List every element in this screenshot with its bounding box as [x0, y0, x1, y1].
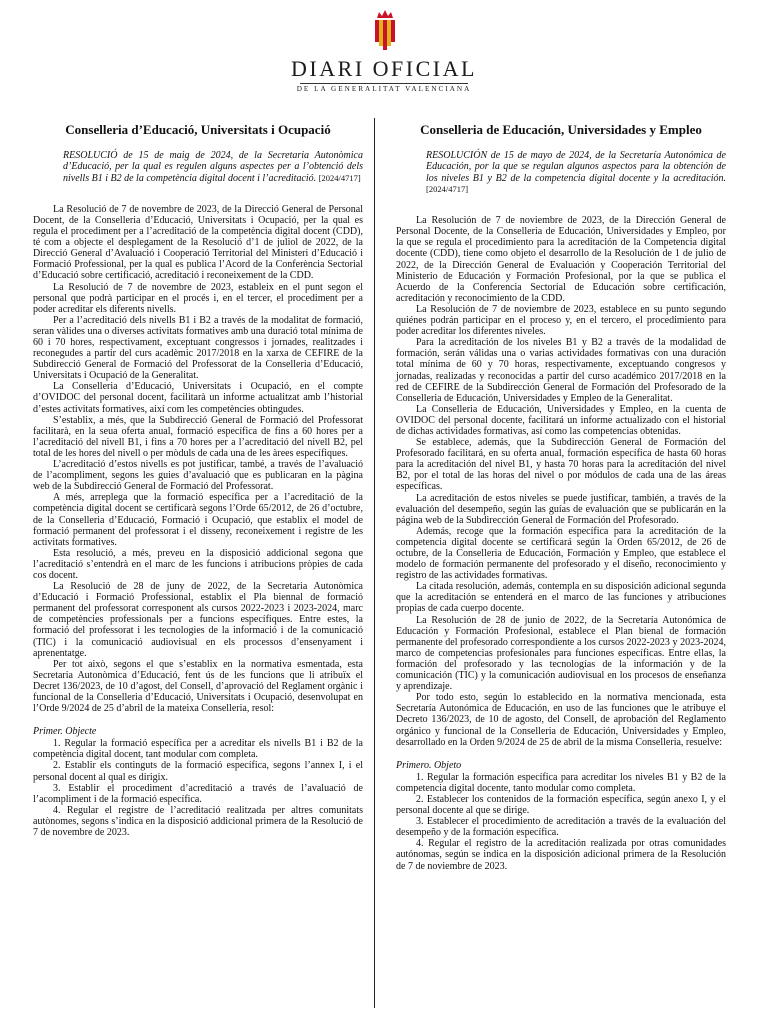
paragraph: La Conselleria de Educación, Universidades y Empleo, en la cuenta de OVIDOC del personal docente, facilitará un informe actualizado con el historial de dichas actividades formativas, así como las competencias obtenidas.: [396, 403, 726, 437]
paragraph: A més, arreplega que la formació específica per a l’acreditació de la competència digital docent se certificarà segons l’Orde 65/2012, de 26 d’octubre, de la Conselleria d’Educació, Formació i Ocupació, que establix el model de formació permanent del professorat i el disseny, reconeixement i registre de les activitats formatives.: [33, 492, 363, 548]
list-item: 1. Regular la formació específica per a acreditar els nivells B1 i B2 de la competència digital docent, tant modular com completa.: [33, 738, 363, 761]
logo-stripe: [379, 20, 383, 46]
paragraph: Por todo esto, según lo establecido en la normativa mencionada, esta Secretaría Autonómica de Educación, en uso de las funciones que le atribuye el Decreto 136/2023, de 10 de agosto, del Consell, de aprobación del Reglamento orgánico y funcional de la Conselleria de Educación, Universidades y Empleo, desarrollado en la Orden 9/2024 de 25 de abril de la misma Conselleria, resuelve:: [396, 692, 726, 748]
title-rule: [300, 83, 468, 84]
list-item: 4. Regular el registro de la acreditación realizada por otras comunidades autónomas, según se indica en la disposición adicional primera de la Resolución de 7 de noviembre de 2023.: [396, 838, 726, 872]
list-item: 1. Regular la formación específica para acreditar los niveles B1 y B2 de la competencia digital docente, tanto modular como completa.: [396, 771, 726, 794]
paragraph: L’acreditació d’estos nivells es pot justificar, també, a través de l’avaluació de l’acompliment, segons les guies d’avaluació que es publicaran en la pàgina web de la Subdirecció General de Formació del Professorat.: [33, 459, 363, 493]
journal-subtitle: DE LA GENERALITAT VALENCIANA: [296, 85, 472, 93]
department-title: Conselleria d’Educació, Universitats i Ocupació: [65, 122, 331, 137]
department-title: Conselleria de Educación, Universidades y Empleo: [420, 122, 702, 137]
paragraph: La Resolución de 28 de junio de 2022, de la Secretaría Autonómica de Educación y Formación Profesional, establece el Plan bienal de formación permanente del profesorado correspondiente a los cursos 2022-2023 y 2023-2024, marco de competencias profesionales para funciones específicas. Entre ellas, la formación del profesorado y las tecnologías de la información y de la comunicación (TIC) y la comunicación audiovisual en los procesos de enseñanza y aprendizaje.: [396, 614, 726, 693]
paragraph: Per tot això, segons el que s’establix en la normativa esmentada, esta Secretaria Autonòmica d’Educació, fent ús de les funcions que li atribuïx el Decret 136/2023, de 10 d’agost, del Consell, d’aprovació del Reglament orgànic i funcional de la Conselleria d’Educació, Universitats i Ocupació, desenvolupat en l’Orde 9/2024 de 25 d’abril de la mateixa Conselleria, resol:: [33, 658, 363, 715]
list-item: 3. Establir el procediment d’acreditació a través de l’avaluació de l’acompliment i de la formació específica.: [33, 782, 363, 805]
column-divider: [374, 118, 375, 1008]
paragraph: La Resolució de 28 de juny de 2022, de la Secretaria Autonòmica d’Educació i Formació Professional, establix el Pla biennal de formació permanent del professorat corresponent als cursos 2022-2023 i 2023-2024, marc de competències professionals per a funcions específiques. Entre estes, la formació del professorat i les tecnologies de la informació i de la comunicació (TIC) i la comunicació audiovisual en els processos d’ensenyament i aprenentatge.: [33, 581, 363, 659]
item-list: [396, 772, 726, 872]
paragraph: Per a l’acreditació dels nivells B1 i B2 a través de la modalitat de formació, seran vàlides una o diverses activitats formatives amb una duració total mínima de 60 i 70 hores, respectivament, exceptuant congressos i jornades, realitzades i reconegudes a partir del curs acadèmic 2017/2018 en la xarxa de CEFIRE de la Subdirecció General de Formació del Professorat de la Conselleria d’Educació, Universitats i Ocupació de la Generalitat.: [33, 314, 363, 382]
logo-stripe: [375, 20, 379, 42]
paragraph: La citada resolución, además, contempla en su disposición adicional segunda que la acreditación se entenderá en el marco de las funciones y atribuciones propias de cada cuerpo docente.: [396, 581, 726, 615]
paragraph: Además, recoge que la formación específica para la acreditación de la competencia digital docente se certificará según la Orden 65/2012, de 26 de octubre, de la Conselleria de Educación, Formación y Empleo, que establece el modelo de formación permanente del profesorado y el diseño, reconocimiento y registro de las actividades formativas.: [396, 525, 726, 582]
section-title: Primero. Objeto: [396, 759, 462, 771]
journal-title: DIARI OFICIAL: [291, 56, 477, 81]
list-item: 2. Establir els continguts de la formació específica, segons l’annex I, i el personal docent al qual es dirigix.: [33, 760, 363, 783]
generalitat-logo-icon: [365, 8, 405, 56]
list-item: 4. Regular el registre de l’acreditació realitzada per altres comunitats autònomes, segons s’indica en la disposició addicional primera de la Resolució de 7 de novembre de 2023.: [33, 804, 363, 839]
preamble: [33, 204, 363, 714]
paragraph: Se establece, además, que la Subdirección General de Formación del Profesorado facilitará, en su oferta anual, formación específica de hasta 60 horas para la acreditación del nivel B1, y hasta 70 horas para la acreditación del nivel B2, por el total de las horas del nivel o por módulos de cada una de las áreas específicas.: [396, 437, 726, 493]
logo-crown: [377, 10, 393, 18]
paragraph: Para la acreditación de los niveles B1 y B2 a través de la modalidad de formación, serán válidas una o varias actividades formativas con una duración total mínima de 60 y 70 horas, respectivamente, exceptuando congresos y jornadas, realizadas y reconocidas a partir del curso académico 2017/2018 en la red de CEFIRE de la Subdirección General de Formación del Profesorado de la Conselleria de Educación, Universidades y Empleo de la Generalitat.: [396, 337, 726, 404]
resolution-code: [2024/4717]: [318, 172, 361, 183]
paragraph: La Conselleria d’Educació, Universitats i Ocupació, en el compte d’OVIDOC del personal docent, facilitarà un informe actualitzat amb l’historial d’estes activitats formatives, així com les competències obtingudes.: [33, 381, 363, 415]
paragraph: Esta resolució, a més, preveu en la disposició addicional segona que l’acreditació s’entendrà en el marc de les funcions i atribucions pròpies de cada cos docent.: [33, 547, 363, 581]
preamble: [396, 215, 726, 748]
logo-stripe: [387, 20, 391, 46]
resolution-title: RESOLUCIÓN de 15 de mayo de 2024, de la Secretaría Autonómica de Educación, por la que se regulan algunos aspectos para la obtención de los niveles B1 y B2 de la competencia digital docente y la acreditación.: [426, 150, 726, 184]
resolution-title: RESOLUCIÓ de 15 de maig de 2024, de la Secretaria Autonòmica d’Educació, per la qual es regulen alguns aspectes per a l’obtenció dels nivells B1 i B2 de la competència digital docent i l’acreditació.: [63, 150, 363, 184]
masthead: [0, 0, 768, 100]
section-title: Primer. Objecte: [33, 726, 97, 738]
column-valencian: [33, 118, 363, 838]
logo-stripe: [383, 20, 387, 50]
paragraph: La acreditación de estos niveles se puede justificar, también, a través de la evaluación del desempeño, según las guías de evaluación que se publicarán en la página web de la Subdirección General de Formación del Profesorado.: [396, 492, 726, 526]
list-item: 2. Establecer los contenidos de la formación específica, según anexo I, y el personal docente al que se dirige.: [396, 793, 726, 817]
paragraph: La Resolució de 7 de novembre de 2023, estableix en el punt segon el personal que podrà participar en el procés i, en el tercer, el procediment per a poder acreditar els diferents nivells.: [33, 281, 363, 315]
paragraph: S’establix, a més, que la Subdirecció General de Formació del Professorat facilitarà, en la seua oferta anual, formació específica de fins a 60 hores per a l’acreditació del nivell B1, i fins a 70 hores per a l’acreditació del nivell B2, pel total de les hores del nivell o per mòduls de cada una de les àrees específiques.: [33, 414, 363, 459]
item-list: [33, 738, 363, 838]
logo-stripe: [391, 20, 395, 42]
paragraph: La Resolución de 7 de noviembre de 2023, de la Dirección General de Personal Docente, de la Conselleria de Educación, Universidades y Empleo, por la que se regula el procedimiento para la acreditación de la Competencia digital docente (CDD), tiene como objeto el desarrollo de la Resolución de 1 de julio de 2022, de la Dirección General de Evaluación y Cooperación Territorial del Ministerio de Educación y Formación Profesional, por la que se publica el Acuerdo de la Conferencia Sectorial de Educación sobre certificación, acreditación y reconocimiento de la CDD.: [396, 215, 726, 304]
resolution-heading: [33, 150, 363, 184]
resolution-heading: [396, 150, 726, 195]
paragraph: La Resolució de 7 de novembre de 2023, de la Direcció General de Personal Docent, de la Conselleria d’Educació, Universitats i Ocupació, per la qual es regula el procediment per a l’acreditació de la competència digital docent (CDD), té com a objecte el desplegament de la Resolució d’1 de juliol de 2022, de la Direcció General d’Avaluació i Cooperació Territorial del Ministeri d’Educació i Formació Professional, per la qual es publica l’Acord de la Conferència Sectorial d’Educació sobre certificació, acreditació i reconeixement de la CDD.: [33, 203, 363, 282]
list-item: 3. Establecer el procedimiento de acreditación a través de la evaluación del desempeño y de la formación específica.: [396, 816, 726, 839]
column-spanish: [396, 118, 726, 872]
resolution-code: [2024/4717]: [426, 183, 469, 194]
paragraph: La Resolución de 7 de noviembre de 2023, establece en su punto segundo quiénes podrán participar en el proceso y, en el tercero, el procedimiento para poder acreditar los diferentes niveles.: [396, 303, 726, 338]
